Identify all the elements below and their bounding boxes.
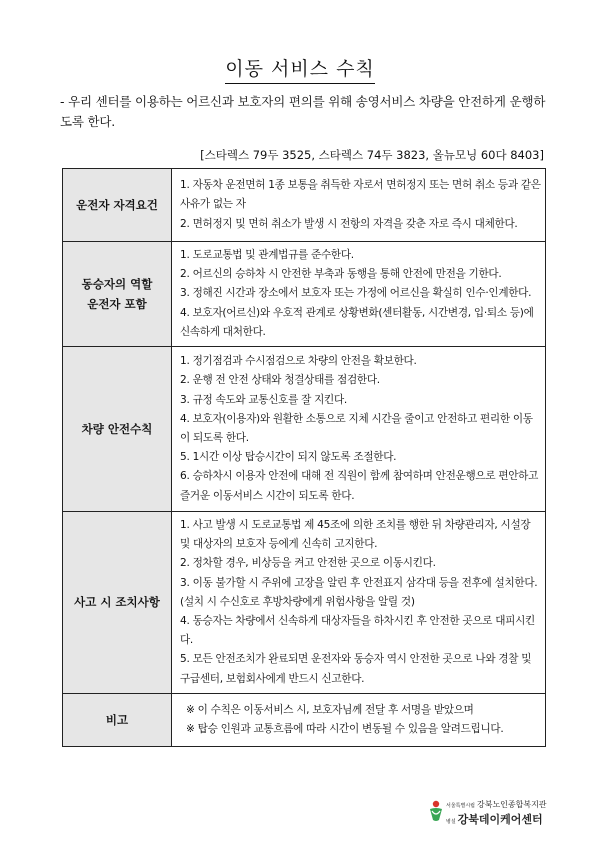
intro-text: - 우리 센터를 이용하는 어르신과 보호자의 편의를 위해 송영서비스 차량을 안전하게 운행하도록 한다.: [60, 94, 546, 129]
list-item: 1. 자동차 운전면허 1종 보통을 취득한 자로서 면허정지 또는 면허 취소 등과 같은 사유가 없는 자: [180, 179, 541, 211]
list-item: 3. 이동 불가할 시 주위에 고장을 알린 후 안전표지 삼각대 등을 전후에 설치한다.(설치 시 수신호로 후방차량에게 위험사항을 알릴 것): [180, 576, 538, 608]
list-item: 1. 사고 발생 시 도로교통법 제 45조에 의한 조치를 행한 뒤 차량관리자, 시설장 및 대상자의 보호자 등에게 신속히 고지한다.: [180, 519, 531, 551]
table-row: [63, 242, 546, 347]
organization-logo: [428, 795, 578, 829]
list-item: 2. 면허정지 및 면허 취소가 발생 시 전항의 자격을 갖춘 자로 즉시 대체한다.: [180, 217, 518, 230]
list-item: 4. 보호자(이용자)와 원활한 소통으로 지체 시간을 줄이고 안전하고 편리한 이동이 되도록 한다.: [180, 412, 533, 445]
page-title: 이동 서비스 수칙: [0, 54, 600, 84]
list-item: 4. 동승자는 차량에서 신속하게 대상자들을 하차시킨 후 안전한 곳으로 대피시킨다.: [180, 615, 535, 647]
row-content: [172, 169, 546, 242]
list-item: 1. 정기점검과 수시점검으로 차량의 안전을 확보한다.: [180, 355, 417, 368]
list-item: 3. 정해진 시간과 장소에서 보호자 또는 가정에 어르신을 확실히 인수·인계한다.: [180, 287, 532, 300]
logo-line-2: 병설 강북데이케어센터: [446, 813, 543, 826]
list-item: 4. 보호자(어르신)와 우호적 관계로 상황변화(센터활동, 시간변경, 입·퇴소 등)에 신속하게 대처한다.: [180, 306, 534, 338]
row-heading: 운전자 자격요건: [63, 169, 172, 242]
row-heading: 비고: [63, 693, 172, 746]
row-content: [172, 347, 546, 512]
table-row: [63, 512, 546, 694]
vehicle-list: [스타렉스 79두 3525, 스타렉스 74두 3823, 올뉴모닝 60다 8403]: [200, 148, 544, 162]
remark-note: ※ 탑승 인원과 교통흐름에 따라 시간이 변동될 수 있음을 알려드립니다.: [186, 722, 504, 735]
row-heading: 차량 안전수칙: [63, 347, 172, 512]
list-item: 5. 모든 안전조치가 완료되면 운전자와 동승자 역시 안전한 곳으로 나와 경찰 및 구급센터, 보험회사에게 반드시 신고한다.: [180, 653, 532, 685]
list-item: 5. 1시간 이상 탑승시간이 되지 않도록 조절한다.: [180, 451, 397, 464]
list-item: 3. 규정 속도와 교통신호를 잘 지킨다.: [180, 393, 347, 406]
rules-table: [62, 168, 546, 747]
welfare-center-logo-icon: [428, 799, 444, 823]
row-content: [172, 242, 546, 347]
logo-line-1: 서울특별시립 강북노인종합복지관: [446, 800, 547, 809]
table-row: [63, 347, 546, 512]
row-heading: 사고 시 조치사항: [63, 512, 172, 694]
remark-note: ※ 이 수칙은 이동서비스 시, 보호자님께 전달 후 서명을 받았으며: [186, 703, 474, 716]
row-content: [172, 693, 546, 746]
list-item: 6. 승하차시 이용자 안전에 대해 전 직원이 함께 참여하며 안전운행으로 편안하고 즐거운 이동서비스 시간이 되도록 한다.: [180, 470, 539, 502]
list-item: 2. 정차할 경우, 비상등을 켜고 안전한 곳으로 이동시킨다.: [180, 557, 436, 570]
list-item: 2. 어르신의 승하차 시 안전한 부축과 동행을 통해 안전에 만전을 기한다.: [180, 268, 502, 281]
table-row: [63, 169, 546, 242]
row-content: [172, 512, 546, 694]
row-heading: 동승자의 역할 운전자 포함: [63, 242, 172, 347]
list-item: 1. 도로교통법 및 관계법규를 준수한다.: [180, 249, 354, 261]
list-item: 2. 운행 전 안전 상태와 청결상태를 점검한다.: [180, 374, 380, 387]
table-row: [63, 693, 546, 746]
